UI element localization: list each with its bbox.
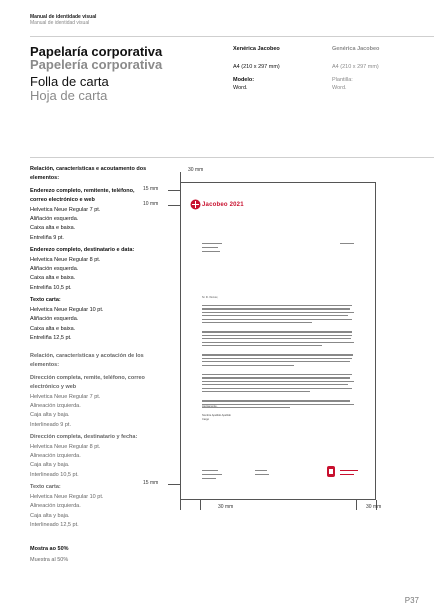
notes-b1-l1-es: Helvetica Neue Regular 7 pt. [30, 393, 101, 400]
jacobeo-logo-icon [190, 199, 201, 210]
body-text-line [202, 342, 354, 343]
notes-b1-l3-gl: Caixa alta e baixa. [30, 225, 76, 232]
body-text-line [202, 305, 352, 306]
manual-header-es: Manual de identidad visual [30, 20, 90, 26]
dim-30-top: 30 mm [188, 167, 204, 173]
footer-address-line [255, 474, 269, 475]
body-text-line [202, 331, 352, 332]
variant-size-es: A4 (210 x 297 mm) [332, 64, 379, 70]
body-text-line [202, 322, 312, 323]
page-title-es: Papelería corporativa [30, 57, 163, 72]
body-text-line [202, 377, 350, 378]
body-text-line [202, 365, 294, 366]
notes-b2-l1-gl: Helvetica Neue Regular 8 pt. [30, 256, 101, 263]
page-subtitle-gl: Folla de carta [30, 74, 109, 89]
body-text-line [202, 400, 350, 401]
notes-b2-l4-gl: Entreliña 10,5 pt. [30, 284, 72, 291]
variant-model-label-es: Plantilla: [332, 77, 353, 83]
notes-b1-l2-gl: Aliñación esquerda. [30, 216, 79, 223]
institution-line [340, 470, 358, 471]
sender-line [202, 251, 220, 252]
dim-tick-bottom-left [180, 500, 181, 510]
signature-name: Nombre Apellido Apellido [202, 414, 231, 417]
salutation: Sr. D. Xxxxxx, [202, 296, 219, 299]
dim-10: 10 mm [143, 201, 159, 207]
body-text-line [202, 391, 310, 392]
scale-note-gl: Mostra ao 50% [30, 546, 69, 552]
notes-b3-l2-es: Alineación izquierda. [30, 503, 81, 510]
notes-b3-l1-es: Helvetica Neue Regular 10 pt. [30, 493, 104, 500]
body-text-line [202, 315, 348, 316]
dim-30-left: 30 mm [218, 504, 234, 510]
notes-heading-gl: Relación, características e acoutamento dos elementos: [30, 166, 147, 182]
variant-size-gl: A4 (210 x 297 mm) [233, 64, 280, 70]
body-text-line [202, 354, 353, 355]
dim-15-bottom: 15 mm [143, 480, 159, 486]
notes-b1-l3-es: Caja alta y baja. [30, 412, 70, 419]
xunta-emblem-icon [326, 465, 336, 479]
body-text-line [202, 335, 352, 336]
sender-line [202, 247, 218, 248]
notes-b3-l3-es: Caja alta y baja. [30, 512, 70, 519]
body-text-line [202, 361, 350, 362]
dim-tick-bottom-margin-left [200, 500, 201, 510]
notes-b3-l4-gl: Entreliña 12,5 pt. [30, 334, 72, 341]
notes-b3-l1-gl: Helvetica Neue Regular 10 pt. [30, 306, 104, 313]
divider-top [30, 36, 434, 37]
institution-line [340, 474, 354, 475]
date-line [340, 243, 354, 244]
variant-name-es: Genérica Jacobeo [332, 46, 380, 52]
footer-address-line [202, 474, 222, 475]
page-number: P37 [404, 596, 419, 605]
dim-30-right: 30 mm [366, 504, 382, 510]
variant-model-value-es: Word. [332, 85, 347, 91]
body-text-line [202, 338, 351, 339]
body-text-line [202, 384, 348, 385]
sender-line [202, 243, 222, 244]
notes-gl [30, 165, 148, 343]
dim-tick-15-bottom [168, 484, 180, 485]
divider-middle [30, 157, 434, 158]
notes-b2-title-es: Dirección completa, destinatario y fecha: [30, 434, 138, 441]
notes-b1-l1-gl: Helvetica Neue Regular 7 pt. [30, 206, 101, 213]
notes-b2-l1-es: Helvetica Neue Regular 8 pt. [30, 443, 101, 450]
notes-b1-l4-gl: Entreliña 9 pt. [30, 234, 64, 241]
notes-b1-l4-es: Interlineado 9 pt. [30, 421, 71, 428]
variant-model-label-gl: Modelo: [233, 77, 255, 83]
dim-15-top: 15 mm [143, 186, 159, 192]
notes-b1-title-es: Dirección completa, remite, teléfono, correo electrónico y web [30, 374, 145, 391]
variant-model-value-gl: Word. [233, 85, 248, 91]
variant-name-gl: Xenérica Jacobeo [233, 46, 280, 52]
page-title-gl: Papelaría corporativa [30, 44, 163, 59]
dim-tick-top-left [180, 172, 181, 182]
footer-address-line [202, 478, 216, 479]
body-text-line [202, 358, 352, 359]
notes-b1-l2-es: Alineación izquierda. [30, 403, 81, 410]
notes-b3-l2-gl: Aliñación esquerda. [30, 316, 79, 323]
notes-b2-title-gl: Enderezo completo, destinatario e data: [30, 247, 135, 254]
signature-role: Cargo [202, 418, 210, 421]
body-text-line [202, 319, 352, 320]
notes-b3-l4-es: Interlineado 12,5 pt. [30, 521, 79, 528]
notes-b1-title-gl: Enderezo completo, remitente, teléfono, correo electrónico e web [30, 187, 135, 204]
dim-tick-10 [168, 205, 180, 206]
logo-text: Jacobeo 2021 [202, 202, 244, 208]
notes-b2-l3-es: Caja alta y baja. [30, 462, 70, 469]
body-text-line [202, 404, 354, 405]
notes-es [30, 352, 148, 530]
body-text-line [202, 312, 354, 313]
footer-address-line [202, 470, 218, 471]
body-text-line [202, 388, 352, 389]
body-text-line [202, 374, 352, 375]
notes-b2-l3-gl: Caixa alta e baixa. [30, 275, 76, 282]
page-subtitle-es: Hoja de carta [30, 88, 108, 103]
notes-b2-l4-es: Interlineado 10,5 pt. [30, 471, 79, 478]
notes-heading-es: Relación, características y acotación de los elementos: [30, 353, 144, 369]
body-text-line [202, 345, 322, 346]
footer-address-line [255, 470, 267, 471]
notes-b2-l2-es: Alineación izquierda. [30, 453, 81, 460]
dim-tick-15-top [168, 190, 180, 191]
notes-b2-l2-gl: Aliñación esquerda. [30, 266, 79, 273]
notes-b3-title-es: Texto carta: [30, 484, 61, 491]
body-text-line [202, 308, 350, 309]
signature-closing: Atentamente, [202, 405, 218, 408]
notes-b3-title-gl: Texto carta: [30, 297, 61, 304]
manual-header-gl: Manual de identidade visual [30, 14, 97, 20]
notes-b3-l3-gl: Caixa alta e baixa. [30, 325, 76, 332]
scale-note-es: Muestra al 50% [30, 557, 69, 563]
dim-tick-bottom-margin-right [356, 500, 357, 510]
body-text-line [202, 381, 354, 382]
